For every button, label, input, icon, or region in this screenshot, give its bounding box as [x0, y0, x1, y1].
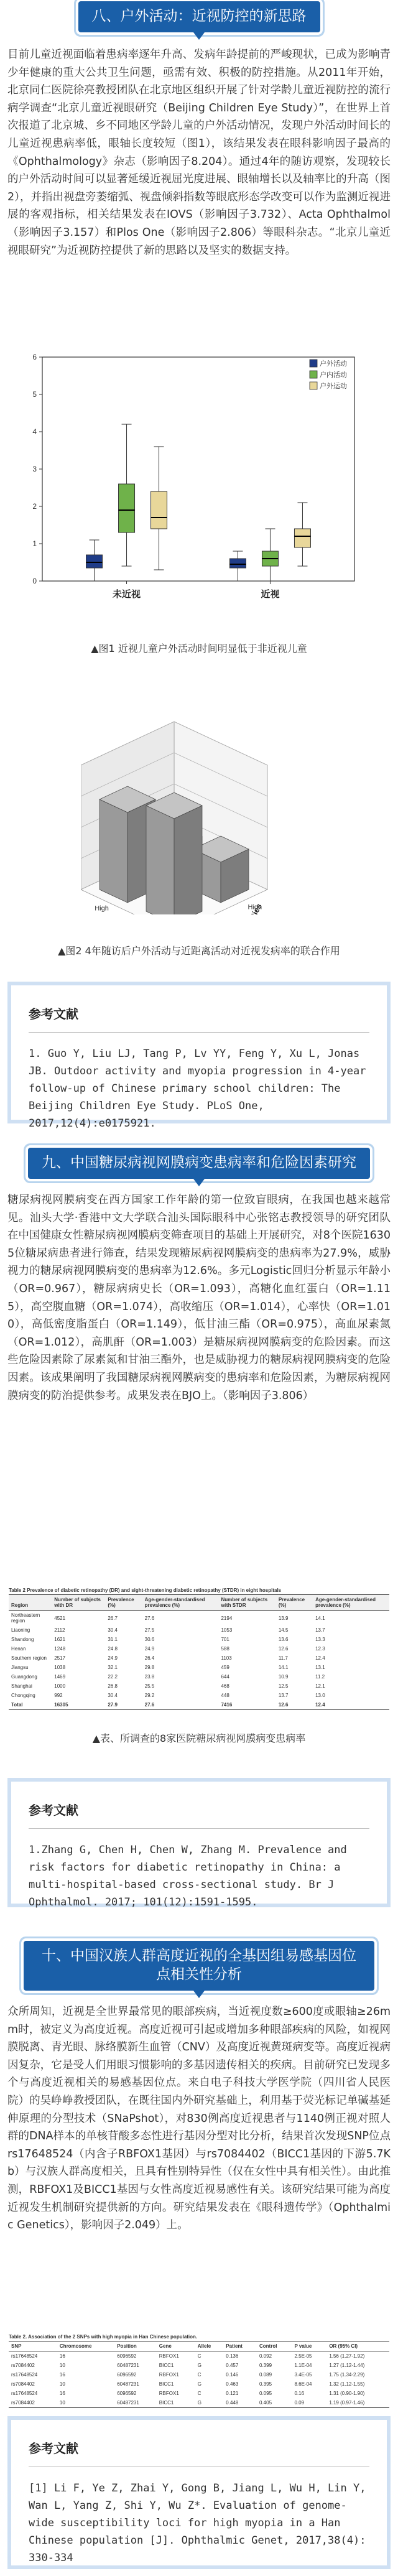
legend-swatch: [310, 371, 317, 378]
table-cell: Jiangsu: [11, 1665, 29, 1670]
table-cell: 26.4: [144, 1655, 155, 1661]
table-cell: 11.2: [315, 1674, 325, 1680]
table-row: [9, 1691, 389, 1700]
table-cell: 12.3: [315, 1646, 325, 1652]
section-title: [78, 1, 320, 32]
table-cell: 2112: [54, 1627, 65, 1633]
table-cell: 701: [221, 1637, 229, 1642]
table-cell: 16305: [54, 1702, 68, 1708]
table-cell: 0.457: [226, 2363, 239, 2368]
table-cell: BICC1: [159, 2400, 174, 2406]
reference-heading: 参考文献: [29, 1803, 78, 1818]
table-cell: 1.1E-04: [294, 2363, 312, 2368]
table-cell: 1000: [54, 1683, 66, 1689]
table-row: [9, 2361, 389, 2370]
box-body: [86, 555, 103, 568]
section-title: [28, 1148, 370, 1179]
table-cell: 12.5: [278, 1683, 289, 1689]
reference-heading: 参考文献: [29, 1007, 78, 1021]
table: [9, 2341, 389, 2408]
boxplot-svg: [12, 343, 386, 630]
table-cell: Liaoning: [11, 1627, 30, 1633]
table-cell: rs7084402: [11, 2381, 35, 2387]
section-10-header: [0, 1941, 398, 1991]
table-row: [9, 1663, 389, 1672]
x-tick-label: High: [95, 904, 109, 913]
z-tick-label: High: [248, 903, 262, 911]
title-arrow-icon: [193, 1991, 205, 1998]
table-cell: 1.19 (0.97-1.46): [329, 2400, 365, 2406]
table-header-cell: Number of subjects with STDR: [221, 1597, 268, 1608]
section-title-text: 十、中国汉族人群高度近视的全基因组易感基因位点相关性分析: [42, 1948, 356, 1983]
table-cell: 10.9: [278, 1674, 289, 1680]
table-cell: 14.1: [315, 1615, 325, 1621]
table-cell: BICC1: [159, 2363, 174, 2368]
box-body: [151, 491, 167, 529]
table-row: [9, 1700, 389, 1710]
legend-label: 户外运动: [320, 383, 347, 390]
table-cell: 14.5: [278, 1627, 289, 1633]
table-cell: 6096592: [117, 2353, 137, 2359]
table-header-cell: Allele: [197, 2343, 211, 2349]
table-row: [9, 1672, 389, 1681]
table-cell: Northeastern region: [11, 1612, 40, 1624]
table-cell: BICC1: [159, 2381, 174, 2387]
table-cell: 0.395: [259, 2381, 272, 2387]
figure-2-caption: ▲图2 4年随访后户外活动与近距离活动对近视发病率的联合作用: [58, 945, 340, 957]
reference-heading: 参考文献: [29, 2441, 78, 2456]
table-cell: 13.0: [315, 1693, 325, 1698]
table-header-cell: Prevalence (%): [108, 1597, 134, 1608]
table-cell: 13.9: [278, 1615, 289, 1621]
title-arrow-icon: [193, 32, 205, 40]
legend-swatch: [310, 382, 317, 389]
table-cell: 0.405: [259, 2400, 272, 2406]
table-cell: RBFOX1: [159, 2372, 179, 2378]
table-cell: 448: [221, 1693, 229, 1698]
box-body: [119, 484, 135, 532]
table-cell: 11.7: [278, 1655, 288, 1661]
table-caption: ▲表、所调查的8家医院糖尿病视网膜病变患病率: [92, 1732, 306, 1744]
table-row: [9, 1611, 389, 1626]
table-dr-prevalence: [9, 1588, 389, 1710]
table-cell: 24.8: [108, 1646, 118, 1652]
table-header-cell: Position: [117, 2343, 137, 2349]
section-9-paragraph: 糖尿病视网膜病变在西方国家工作年龄的第一位致盲眼病，在我国也越来越常见。汕头大学·香港中文大学联合汕头国际眼科中心张铭志教授领导的研究团队在中国健康女性糖尿病视网膜病变筛查项目的基础上开展研究，对8个医院16305位糖尿病患者进行筛查，结果发现糖尿病视网膜病变的患病率为27.9%，威胁视力的糖尿病视网膜病变的患病率为12.6%。多元Logistic回归分析显示年龄小（OR=0.967），糖尿病病史长（OR=1.093），高糖化血红蛋白（OR=1.115），高空腹血糖（OR=1.074），高收缩压（OR=1.014），心率快（OR=1.010），高低密度脂蛋白（OR=1.149），低甘油三酯（OR=0.975），高血尿素氮（OR=1.012），高肌酐（OR=1.003）是糖尿病视网膜病变的危险因素。而这些危险因素除了尿素氮和甘油三酯外，也是威胁视力的糖尿病视网膜病变的危险因素。该成果阐明了我国糖尿病视网膜病变的患病率和危险因素，为糖尿病视网膜病变的防治提供参考。成果发表在BJO上。（影响因子3.806）: [7, 1194, 391, 1402]
table-cell: C: [197, 2391, 201, 2396]
table-header-cell: Age-gender-standardised prevalence (%): [144, 1597, 205, 1608]
table-cell: 12.1: [315, 1683, 325, 1689]
table-cell: Southern region: [11, 1655, 47, 1661]
table-row: [9, 2379, 389, 2389]
table-cell: 27.9: [108, 1702, 118, 1708]
table-cell: Henan: [11, 1646, 26, 1652]
y-tick-label: 5: [32, 390, 37, 399]
table-cell: 30.4: [108, 1627, 118, 1633]
table-cell: 30.4: [108, 1693, 118, 1698]
table-cell: 27.6: [144, 1702, 155, 1708]
table-title: Table 2. Association of the 2 SNPs with high myopia in Han Chinese population.: [9, 2334, 198, 2340]
bar-front-face: [100, 799, 127, 903]
table-cell: 459: [221, 1665, 229, 1670]
table-cell: 0.399: [259, 2363, 272, 2368]
table-cell: 6096592: [117, 2372, 137, 2378]
table-row: [9, 2351, 389, 2361]
y-tick-label: 2: [32, 502, 37, 511]
title-arrow-icon: [193, 1179, 205, 1186]
table-cell: 16: [59, 2391, 65, 2396]
table-cell: 27.5: [144, 1627, 155, 1633]
table-cell: 60487231: [117, 2381, 139, 2387]
table-cell: 1103: [221, 1655, 232, 1661]
table-cell: 644: [221, 1674, 229, 1680]
table-header-cell: Control: [259, 2343, 277, 2349]
table: [9, 1594, 389, 1710]
table-cell: 13.7: [315, 1627, 325, 1633]
table-cell: 14.1: [278, 1665, 289, 1670]
table-cell: Guangdong: [11, 1674, 37, 1680]
reference-text: [1] Li F, Ye Z, Zhai Y, Gong B, Jiang L, Wu H, Lin Y, Wan L, Yang Z, Shi Y, Wu Z*. Evaluation of genome-wide susceptibility loci for high myopia in a Han Chinese population [J]. Ophthalmic Genet, 2017,38(4): 330-334: [29, 2482, 366, 2564]
table-cell: 16: [59, 2372, 65, 2378]
table-cell: 1038: [54, 1665, 66, 1670]
divider: [29, 1032, 369, 1033]
bar3d-svg: [81, 666, 330, 914]
table-cell: 13.3: [315, 1637, 325, 1642]
table-cell: 0.089: [259, 2372, 272, 2378]
table-cell: 468: [221, 1683, 229, 1689]
table-cell: 1.31 (0.90-1.90): [329, 2391, 365, 2396]
table-cell: RBFOX1: [159, 2353, 179, 2359]
reference-box-2: [0, 1778, 398, 1907]
reference-text: 1. Guo Y, Liu LJ, Tang P, Lv YY, Feng Y, Xu L, Jonas JB. Outdoor activity and myopia progression in 4-year follow-up of Chinese primary school children: The Beijing Children Eye Study. PLoS One, 2017,12(4):e0175921.: [29, 1048, 366, 1130]
table-cell: 10: [59, 2381, 65, 2387]
table-row: [9, 1635, 389, 1644]
y-tick-label: 6: [32, 353, 37, 361]
table-cell: 1248: [54, 1646, 66, 1652]
table-cell: 32.1: [108, 1665, 118, 1670]
table-cell: 1.75 (1.34-2.29): [329, 2372, 365, 2378]
figure-2-3d-bar: [81, 666, 330, 914]
table-cell: G: [197, 2400, 202, 2406]
table-cell: 992: [54, 1693, 63, 1698]
reference-text: 1.Zhang G, Chen H, Chen W, Zhang M. Prevalence and risk factors for diabetic retinopathy in China: a multi-hospital-based cross-sectional study. Br J Ophthalmol. 2017; 101(12):1591-1595.: [29, 1844, 347, 1909]
y-tick-label: 0: [32, 577, 37, 585]
bar-front-face: [146, 806, 174, 914]
table-cell: 13.1: [315, 1665, 325, 1670]
section-8-header: [0, 1, 398, 32]
table-cell: C: [197, 2353, 201, 2359]
table-cell: 1469: [54, 1674, 66, 1680]
table-header-cell: Patient: [226, 2343, 243, 2349]
table-cell: 13.7: [278, 1693, 289, 1698]
table-cell: 12.6: [278, 1702, 289, 1708]
table-header-cell: SNP: [11, 2343, 22, 2349]
table-cell: Shanghai: [11, 1683, 32, 1689]
table-cell: 0.146: [226, 2372, 239, 2378]
table-cell: 2194: [221, 1615, 233, 1621]
table-cell: 12.4: [315, 1655, 325, 1661]
table-cell: 0.448: [226, 2400, 239, 2406]
table-cell: 60487231: [117, 2363, 139, 2368]
table-cell: 24.9: [108, 1655, 118, 1661]
table-cell: Chongqing: [11, 1693, 35, 1698]
table-row: [9, 2398, 389, 2408]
table-cell: 0.09: [294, 2400, 305, 2406]
divider: [29, 1828, 369, 1829]
table-header-cell: Region: [11, 1602, 29, 1608]
table-header-cell: Chromosome: [59, 2343, 92, 2349]
table-cell: 24.9: [144, 1646, 155, 1652]
table-cell: 1.56 (1.27-1.92): [329, 2353, 365, 2359]
table-cell: rs17648524: [11, 2391, 38, 2396]
table-cell: 2.5E-05: [294, 2353, 312, 2359]
table-row: [9, 1644, 389, 1653]
table-cell: 1.32 (1.12-1.55): [329, 2381, 365, 2387]
table-cell: 30.6: [144, 1637, 155, 1642]
table-title: Table 2 Prevalence of diabetic retinopathy (DR) and sight-threatening diabetic retinopathy (STDR) in eight hospitals: [9, 1588, 282, 1593]
section-title-text: 九、中国糖尿病视网膜病变患病率和危险因素研究: [42, 1155, 356, 1171]
table-cell: G: [197, 2363, 202, 2368]
section-title-text: 八、户外活动：近视防控的新思路: [91, 8, 307, 24]
table-cell: 3.4E-05: [294, 2372, 312, 2378]
x-category-label: 未近视: [113, 589, 141, 600]
table-header-cell: Prevalence (%): [278, 1597, 305, 1608]
table-cell: 7416: [221, 1702, 233, 1708]
section-10-paragraph: 众所周知，近视是全世界最常见的眼部疾病，当近视度数≥600度或眼轴≥26mm时，被定义为高度近视。高度近视可引起或增加多种眼部疾病的风险，如视网膜脱离、青光眼、脉络膜新生血管（CNV）及高度近视黄斑病变等。高度近视病因复杂，它是受人们用眼习惯影响的多基因遗传相关的疾病。目前研究已发现多个与高度近视相关的易感基因位点。来自电子科技大学医学院（四川省人民医院）的吴峥峥教授团队，在既往国内外研究基础上，利用基于荧光标记单碱基延伸原理的分型技术（SNaPshot），对830例高度近视患者与1140例正视对照人群的DNA样本的单核苷酸多态性进行基因分型对比分析，结果首次发现SNP位点rs17648524（内含子RBFOX1基因）与rs7084402（BICC1基因的下游5.7Kb）与汉族人群高度相关，且具有性别特异性（仅在女性中具有相关性）。由此推测，RBFOX1及BICC1基因与女性高度近视易感性有关。该研究结果可能为高度近视发生机制研究提供新的方向。研究结果发表在《眼科遗传学》（Ophthalmic Genetics），影响因子2.049）上。: [7, 2006, 391, 2232]
table-cell: 2517: [54, 1655, 66, 1661]
bar-side-face: [174, 806, 202, 914]
table-cell: 0.16: [294, 2391, 305, 2396]
table-cell: 29.2: [144, 1693, 155, 1698]
table-cell: 23.8: [144, 1674, 155, 1680]
table-cell: 25.5: [144, 1683, 155, 1689]
figure-1-boxplot: [12, 343, 386, 630]
table-cell: 10: [59, 2400, 65, 2406]
x-category-label: 近视: [261, 589, 280, 600]
table-cell: 13.6: [278, 1637, 289, 1642]
table-row: [9, 1653, 389, 1663]
box-body: [229, 559, 246, 568]
bar3d-bar: [146, 793, 202, 914]
table-snp-association: [9, 2334, 389, 2408]
table-row: [9, 2389, 389, 2398]
table-cell: 22.2: [108, 1674, 118, 1680]
section-8-paragraph: 目前儿童近视面临着患病率逐年升高、发病年龄提前的严峻现状，已成为影响青少年健康的重大公共卫生问题，亟需有效、积极的防控措施。从2011年开始，北京同仁医院徐亮教授团队在北京地区组织开展了针对学龄儿童近视防控的流行病学调查“北京儿童近视眼研究（Beijing Children Eye Study）”，在世界上首次报道了北京城、乡不同地区学龄儿童的户外活动情况，发现户外活动时间长的儿童近视患病率低，眼轴长度较短（图1），该结果发表在眼科影响因子最高的《Ophthalmology》杂志（影响因子8.204）。通过4年的随访观察，发现较长的户外活动时间可以显著延缓近视屈光度进展、眼轴增长以及轴率比的升高（图2），并指出视盘旁萎缩弧、视盘倾斜指数等眼底形态学改变可以作为监测近视进展的客观指标，相关结果发表在IOVS（影响因子3.732）、Acta Ophthalmol（影响因子3.157）和Plos One（影响因子2.806）等眼科杂志。“北京儿童近视眼研究”为近视防控提供了新的思路以及坚实的数据支持。: [7, 49, 391, 257]
table-cell: Total: [11, 1702, 23, 1708]
table-cell: rs7084402: [11, 2400, 35, 2406]
table-header-cell: Gene: [159, 2343, 172, 2349]
box-body: [294, 529, 310, 547]
table-header-cell: Number of subjects with DR: [54, 1597, 101, 1608]
table-cell: 8.6E-04: [294, 2381, 312, 2387]
table-cell: 60487231: [117, 2400, 139, 2406]
y-tick-label: 3: [32, 465, 37, 473]
table-cell: 0.463: [226, 2381, 239, 2387]
table-cell: 26.8: [108, 1683, 118, 1689]
table-cell: 12.4: [315, 1702, 325, 1708]
table-cell: 27.6: [144, 1615, 155, 1621]
table-cell: Shandong: [11, 1637, 34, 1642]
legend-label: 户外活动: [320, 360, 347, 368]
table-cell: 16: [59, 2353, 65, 2359]
table-cell: 1053: [221, 1627, 233, 1633]
table-cell: 588: [221, 1646, 229, 1652]
table-cell: 31.1: [108, 1637, 118, 1642]
table-row: [9, 1625, 389, 1635]
table-row: [9, 1681, 389, 1691]
table-cell: 0.092: [259, 2353, 272, 2359]
table-cell: rs17648524: [11, 2353, 38, 2359]
table-header-cell: P value: [294, 2343, 312, 2349]
legend-label: 户内活动: [320, 371, 347, 379]
table-cell: 1.27 (1.12-1.44): [329, 2363, 365, 2368]
table-header-cell: OR (95% CI): [329, 2343, 358, 2349]
reference-box-1: [0, 982, 398, 1130]
figure-1-caption: ▲图1 近视儿童户外活动时间明显低于非近视儿童: [91, 643, 307, 654]
y-tick-label: 4: [32, 427, 37, 436]
table-cell: 0.121: [226, 2391, 239, 2396]
section-title: [24, 1941, 374, 1991]
table-cell: 0.095: [259, 2391, 272, 2396]
table-cell: 26.7: [108, 1615, 118, 1621]
table-cell: rs17648524: [11, 2372, 38, 2378]
section-9-header: [0, 1148, 398, 1179]
y-tick-label: 1: [32, 539, 37, 548]
table-cell: 10: [59, 2363, 65, 2368]
table-cell: 12.6: [278, 1646, 289, 1652]
table-cell: C: [197, 2372, 201, 2378]
table-cell: 29.8: [144, 1665, 155, 1670]
table-row: [9, 2370, 389, 2379]
table-cell: 4521: [54, 1615, 66, 1621]
table-cell: 0.136: [226, 2353, 239, 2359]
reference-box-3: [0, 2416, 398, 2569]
table-cell: 1621: [54, 1637, 66, 1642]
table-header-cell: Age-gender-standardised prevalence (%): [315, 1597, 376, 1608]
legend-swatch: [310, 360, 317, 367]
table-cell: 6096592: [117, 2391, 137, 2396]
table-cell: RBFOX1: [159, 2391, 179, 2396]
table-cell: G: [197, 2381, 202, 2387]
table-cell: rs7084402: [11, 2363, 35, 2368]
